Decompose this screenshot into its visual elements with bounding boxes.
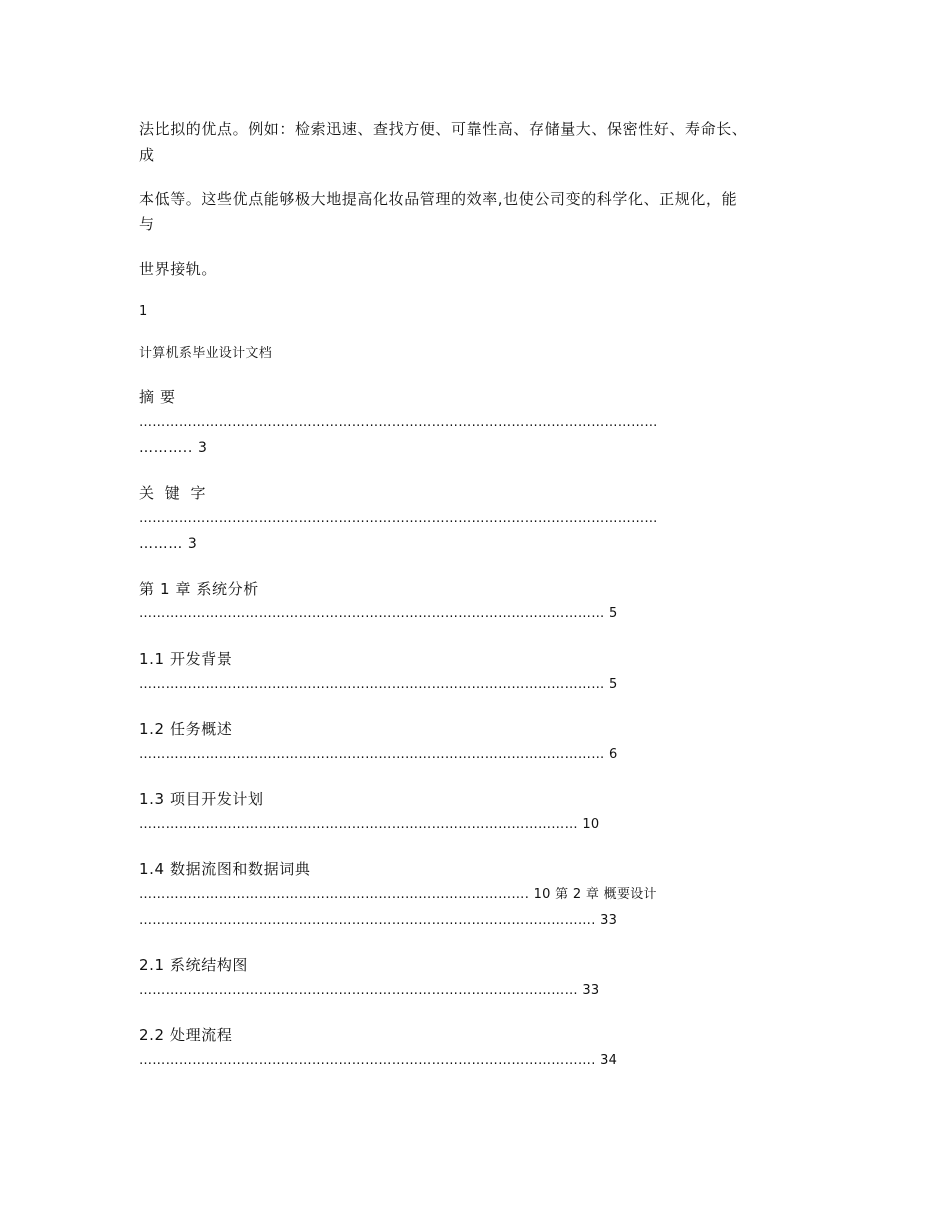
toc-keywords-title: 关 键 字 — [139, 484, 209, 502]
intro-line-3: 世界接轨。 — [139, 260, 218, 278]
toc-1-3-title: 1.3 项目开发计划 — [139, 790, 264, 808]
intro-line-1-wrap: 成 — [139, 146, 155, 164]
toc-1-3-line — [139, 816, 600, 834]
page-number: 1 — [139, 304, 148, 319]
toc-ch2-leader: …………………………………………………………………………………………. — [139, 913, 596, 928]
toc-1-3-page: 10 — [582, 817, 600, 832]
toc-1-1-leader: …………………………………………………………………………………………… — [139, 677, 605, 692]
toc-ch1-title: 第 1 章 系统分析 — [139, 580, 259, 598]
toc-keywords-leader-2: ……… — [139, 536, 183, 552]
toc-1-2-leader: …………………………………………………………………………………………… — [139, 747, 605, 762]
intro-line-1: 法比拟的优点。例如：检索迅速、查找方便、可靠性高、存储量大、保密性好、寿命长、 — [139, 120, 748, 138]
toc-1-1-page: 5 — [608, 677, 618, 692]
toc-2-1-line — [139, 982, 600, 1000]
intro-line-2-wrap: 与 — [139, 215, 155, 233]
toc-ch2-line — [139, 912, 617, 930]
toc-2-2-title: 2.2 处理流程 — [139, 1026, 233, 1044]
toc-1-2-title: 1.2 任务概述 — [139, 720, 233, 738]
toc-2-1-leader: ……………………………………………………………………………………… — [139, 983, 578, 998]
toc-abstract-page: 3 — [197, 440, 208, 456]
toc-abstract-leader-end — [139, 439, 207, 457]
toc-abstract-leader: ……………………………………………………………………………………………………… — [139, 415, 658, 430]
document-header: 计算机系毕业设计文档 — [139, 346, 273, 361]
toc-2-1-page: 33 — [582, 983, 600, 998]
toc-1-2-page: 6 — [608, 747, 618, 762]
toc-1-4-line — [139, 886, 657, 904]
toc-ch2-title: 第 2 章 概要设计 — [555, 887, 657, 902]
toc-ch1-leader: …………………………………………………………………………………………… — [139, 606, 605, 621]
toc-1-4-leader: ……………………………………………………………………………. — [139, 887, 530, 902]
toc-1-2-line — [139, 746, 618, 764]
toc-1-3-leader: ……………………………………………………………………………………… — [139, 817, 578, 832]
toc-keywords-leader-end — [139, 535, 197, 553]
toc-ch1-page: 5 — [608, 606, 618, 621]
toc-2-1-title: 2.1 系统结构图 — [139, 956, 249, 974]
toc-abstract-leader-2: ……….. — [139, 440, 193, 456]
toc-1-4-title: 1.4 数据流图和数据词典 — [139, 860, 311, 878]
toc-ch1-line — [139, 605, 618, 623]
toc-1-4-page: 10 — [533, 887, 551, 902]
toc-ch2-page: 33 — [600, 913, 618, 928]
toc-keywords-leader: ……………………………………………………………………………………………………… — [139, 511, 658, 526]
intro-line-2: 本低等。这些优点能够极大地提高化妆品管理的效率,也使公司变的科学化、正规化，能 — [139, 190, 738, 208]
toc-2-2-page: 34 — [600, 1053, 618, 1068]
toc-1-1-title: 1.1 开发背景 — [139, 650, 233, 668]
toc-abstract-title: 摘 要 — [139, 388, 176, 406]
toc-2-2-line — [139, 1052, 617, 1070]
toc-1-1-line — [139, 676, 618, 694]
toc-2-2-leader: …………………………………………………………………………………………. — [139, 1053, 596, 1068]
toc-keywords-page: 3 — [187, 536, 198, 552]
